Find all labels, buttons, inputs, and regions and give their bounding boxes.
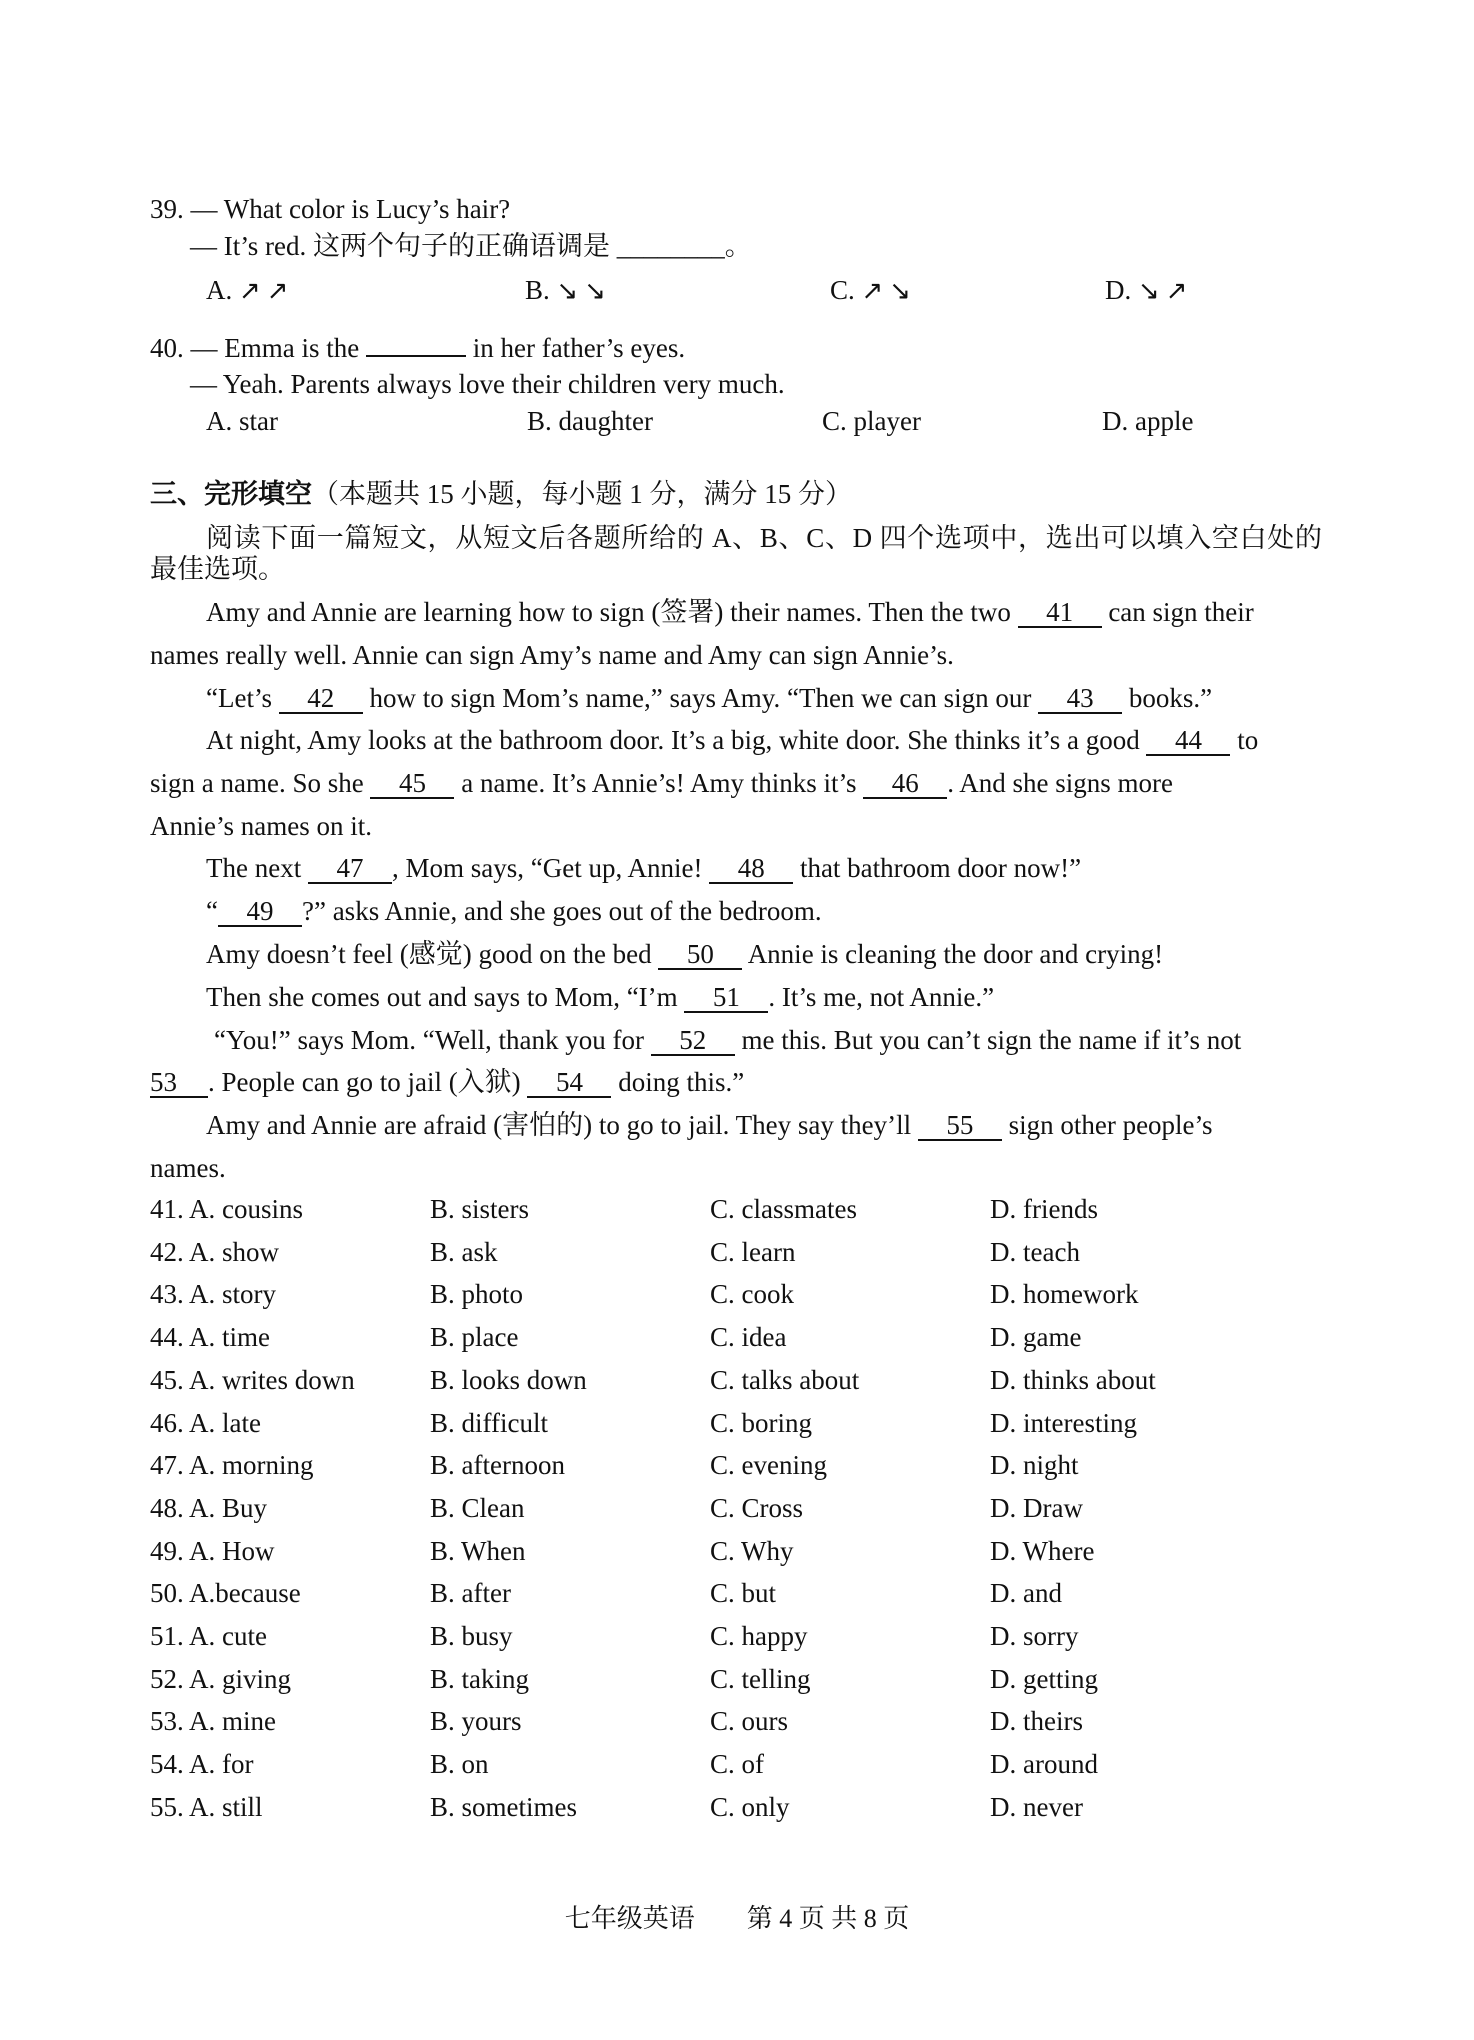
- passage-line-13: [206, 1109, 1213, 1141]
- passage-text: Amy doesn’t feel (感觉) good on the bed: [206, 939, 652, 969]
- blank-53: 53: [150, 1068, 208, 1098]
- option-a: 41. A. cousins: [150, 1194, 304, 1224]
- passage-line-11: [214, 1024, 1241, 1056]
- page-footer: 七年级英语 第 4 页 共 8 页: [564, 1904, 910, 1933]
- option-a: 51. A. cute: [150, 1621, 267, 1651]
- passage-line-6: Annie’s names on it.: [150, 811, 372, 841]
- option-row: [150, 1408, 1330, 1444]
- passage-line-8: [206, 895, 822, 927]
- option-c: C. ours: [710, 1706, 789, 1737]
- q40-option-b: B. daughter: [527, 406, 653, 436]
- passage-text: Amy and Annie are learning how to sign (签署) their names. Then the two: [206, 597, 1011, 627]
- passage-text: , Mom says, “Get up, Annie!: [391, 853, 703, 883]
- q39-option-d-label: D.: [1105, 275, 1132, 305]
- blank-52: 52: [651, 1026, 735, 1056]
- option-a: 50. A.because: [150, 1578, 301, 1609]
- blank-55: 55: [918, 1111, 1002, 1141]
- q39-stem-line1: 39. — What color is Lucy’s hair?: [150, 194, 511, 224]
- option-b: B. photo: [430, 1279, 524, 1310]
- q40-stem-line2: — Yeah. Parents always love their children very much.: [190, 369, 785, 399]
- q40-option-d: D. apple: [1102, 406, 1194, 436]
- rising-rising-arrows-icon: ↗↗: [239, 276, 295, 306]
- passage-line-10: [206, 981, 994, 1013]
- option-a: 53. A. mine: [150, 1706, 276, 1737]
- section3-heading: [150, 478, 852, 511]
- option-b: B. after: [430, 1578, 511, 1609]
- option-row: [150, 1322, 1330, 1358]
- option-d: D. friends: [990, 1194, 1098, 1224]
- option-b: B. When: [430, 1535, 526, 1566]
- passage-text: . It’s me, not Annie.”: [768, 982, 995, 1012]
- passage-text: At night, Amy looks at the bathroom door. It’s a big, white door. She thinks it’s a good: [206, 725, 1140, 755]
- passage-text: The next: [206, 853, 302, 883]
- option-row: [150, 1621, 1330, 1657]
- falling-falling-arrows-icon: ↘↘: [556, 276, 613, 306]
- passage-line-12: [150, 1066, 744, 1098]
- q40-stem-line1: [150, 332, 685, 364]
- q39-option-c-label: C.: [830, 275, 855, 305]
- option-c: C. but: [710, 1578, 777, 1609]
- option-row: [150, 1237, 1330, 1273]
- option-a: 47. A. morning: [150, 1450, 314, 1481]
- option-row: [150, 1450, 1330, 1486]
- option-c: C. Cross: [710, 1492, 804, 1523]
- option-a: 52. A. giving: [150, 1663, 292, 1694]
- option-b: B. difficult: [430, 1407, 548, 1438]
- option-d: D. getting: [990, 1663, 1098, 1694]
- passage-text: Annie is cleaning the door and crying!: [747, 939, 1164, 969]
- passage-line-1: [206, 596, 1254, 628]
- option-d: D. homework: [990, 1279, 1139, 1310]
- option-a: 45. A. writes down: [150, 1364, 355, 1395]
- blank-49: 49: [218, 897, 302, 927]
- blank-54: 54: [527, 1068, 611, 1098]
- option-d: D. game: [990, 1322, 1082, 1353]
- option-row: [150, 1706, 1330, 1742]
- section3-title: 三、完形填空: [150, 479, 312, 510]
- option-row: [150, 1664, 1330, 1700]
- option-d: D. around: [990, 1749, 1098, 1780]
- blank-46: 46: [863, 769, 947, 799]
- section3-instruction-line1: 阅读下面一篇短文，从短文后各题所给的 A、B、C、D 四个选项中，选出可以填入空白处的: [206, 523, 1322, 553]
- blank-48: 48: [709, 854, 793, 884]
- blank-41: 41: [1018, 598, 1102, 628]
- option-d: D. theirs: [990, 1706, 1083, 1737]
- option-b: B. place: [430, 1322, 519, 1353]
- blank-43: 43: [1038, 684, 1122, 714]
- passage-text: sign other people’s: [1008, 1110, 1213, 1140]
- section3-title-note: （本题共 15 小题，每小题 1 分，满分 15 分）: [312, 479, 852, 509]
- option-row: [150, 1365, 1330, 1401]
- passage-line-4: [206, 724, 1258, 756]
- passage-text: Then she comes out and says to Mom, “I’m: [206, 982, 678, 1012]
- option-c: C. only: [710, 1791, 790, 1822]
- passage-text: to: [1237, 725, 1259, 755]
- passage-text: ?” asks Annie, and she goes out of the bedroom.: [301, 896, 822, 926]
- option-b: B. sisters: [430, 1194, 530, 1224]
- passage-line-14: names.: [150, 1153, 226, 1183]
- passage-text: “Let’s: [206, 683, 272, 713]
- q39-option-b: [525, 275, 612, 306]
- passage-text: that bathroom door now!”: [799, 853, 1082, 883]
- option-c: C. Why: [710, 1535, 794, 1566]
- option-b: B. Clean: [430, 1492, 525, 1523]
- passage-text: doing this.”: [618, 1067, 745, 1097]
- option-a: 43. A. story: [150, 1279, 277, 1310]
- option-a: 49. A. How: [150, 1535, 275, 1566]
- q40-stem-pre: 40. — Emma is the: [150, 333, 366, 363]
- passage-text: a name. It’s Annie’s! Amy thinks it’s: [461, 768, 857, 798]
- option-c: C. telling: [710, 1663, 811, 1694]
- option-c: C. classmates: [710, 1194, 857, 1224]
- option-c: C. learn: [710, 1236, 796, 1267]
- blank-44: 44: [1146, 726, 1230, 756]
- option-row: [150, 1578, 1330, 1614]
- option-row: [150, 1279, 1330, 1315]
- q39-option-a-label: A.: [206, 275, 233, 305]
- passage-text: “: [206, 896, 218, 926]
- falling-rising-arrows-icon: ↘↗: [1138, 276, 1194, 306]
- option-c: C. talks about: [710, 1364, 860, 1395]
- option-b: B. afternoon: [430, 1450, 565, 1481]
- option-row: [150, 1792, 1330, 1828]
- option-a: 42. A. show: [150, 1236, 280, 1267]
- blank-45: 45: [370, 769, 454, 799]
- passage-line-5: [150, 767, 1322, 799]
- option-c: C. of: [710, 1749, 764, 1780]
- q40-blank: [366, 355, 466, 357]
- blank-47: 47: [308, 854, 392, 884]
- option-a: 48. A. Buy: [150, 1492, 268, 1523]
- option-a: 54. A. for: [150, 1749, 254, 1780]
- option-b: B. taking: [430, 1663, 529, 1694]
- option-c: C. idea: [710, 1322, 787, 1353]
- option-d: D. Where: [990, 1535, 1095, 1566]
- option-d: D. never: [990, 1791, 1083, 1822]
- option-d: D. thinks about: [990, 1364, 1156, 1395]
- passage-text: sign a name. So she: [150, 768, 364, 798]
- option-d: D. night: [990, 1450, 1079, 1481]
- option-row: [150, 1749, 1330, 1785]
- q39-option-d: [1105, 275, 1194, 306]
- q39-option-c: [830, 275, 917, 306]
- blank-51: 51: [684, 983, 768, 1013]
- passage-text: . And she signs more: [947, 768, 1173, 798]
- passage-text: . People can go to jail (入狱): [208, 1067, 521, 1097]
- option-b: B. ask: [430, 1236, 498, 1267]
- passage-line-3: [206, 682, 1212, 714]
- q40-option-c: C. player: [822, 406, 921, 436]
- option-c: C. cook: [710, 1279, 794, 1310]
- option-d: D. sorry: [990, 1621, 1079, 1651]
- passage-line-2: names really well. Annie can sign Amy’s name and Amy can sign Annie’s.: [150, 640, 954, 670]
- option-row: [150, 1536, 1330, 1572]
- option-d: D. teach: [990, 1236, 1080, 1267]
- option-c: C. evening: [710, 1450, 827, 1481]
- option-row: [150, 1493, 1330, 1529]
- option-b: B. on: [430, 1749, 489, 1780]
- option-d: D. interesting: [990, 1407, 1137, 1438]
- blank-50: 50: [658, 940, 742, 970]
- passage-text: can sign their: [1108, 597, 1254, 627]
- option-d: D. and: [990, 1578, 1062, 1609]
- option-b: B. sometimes: [430, 1791, 577, 1822]
- rising-falling-arrows-icon: ↗↘: [861, 276, 918, 306]
- passage-text: how to sign Mom’s name,” says Amy. “Then we can sign our: [369, 683, 1032, 713]
- q39-stem-line2: — It’s red. 这两个句子的正确语调是 ________。: [190, 231, 752, 261]
- blank-42: 42: [279, 684, 363, 714]
- option-a: 44. A. time: [150, 1322, 270, 1353]
- option-b: B. yours: [430, 1706, 522, 1737]
- option-c: C. happy: [710, 1621, 808, 1651]
- option-c: C. boring: [710, 1407, 813, 1438]
- option-d: D. Draw: [990, 1492, 1083, 1523]
- q40-stem-post: in her father’s eyes.: [465, 333, 686, 363]
- q39-option-b-label: B.: [525, 275, 550, 305]
- passage-line-7: [206, 852, 1081, 884]
- q40-option-a: A. star: [206, 406, 278, 436]
- passage-text: me this. But you can’t sign the name if it’s not: [741, 1025, 1242, 1055]
- option-b: B. looks down: [430, 1364, 587, 1395]
- passage-text: “You!” says Mom. “Well, thank you for: [214, 1025, 645, 1055]
- passage-line-9: [206, 938, 1163, 970]
- section3-instruction-line2: 最佳选项。: [150, 554, 285, 584]
- option-a: 55. A. still: [150, 1791, 263, 1822]
- q39-option-a: [206, 275, 295, 306]
- option-b: B. busy: [430, 1621, 513, 1651]
- passage-text: books.”: [1128, 683, 1213, 713]
- passage-text: Amy and Annie are afraid (害怕的) to go to jail. They say they’ll: [206, 1110, 912, 1140]
- option-row: [150, 1194, 1330, 1230]
- option-a: 46. A. late: [150, 1407, 261, 1438]
